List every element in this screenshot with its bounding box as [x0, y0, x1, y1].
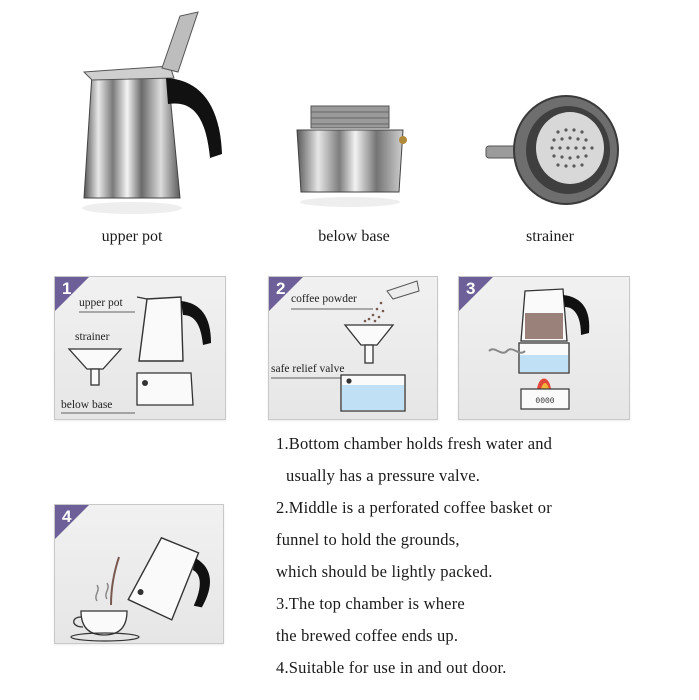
step-number: 4: [62, 507, 72, 526]
step-4-panel: [54, 504, 224, 644]
svg-text:0000: 0000: [535, 397, 555, 406]
label-below-base: below base: [61, 399, 113, 411]
instruction-line-2: usually has a pressure valve.: [286, 466, 481, 485]
label-safe-relief-valve: safe relief valve: [271, 363, 345, 375]
step-3-diagram: [459, 277, 629, 419]
step-number: 3: [466, 279, 476, 298]
step-1-diagram: [55, 277, 225, 419]
step-number: 1: [62, 279, 72, 298]
step-2-panel: [268, 276, 438, 420]
strainer-photo: [480, 88, 620, 218]
part-label-strainer: strainer: [526, 228, 574, 245]
instruction-line-1: 1.Bottom chamber holds fresh water and: [276, 434, 553, 453]
step-1-panel: [54, 276, 226, 420]
label-upper-pot: upper pot: [79, 297, 123, 309]
instruction-line-5: which should be lightly packed.: [276, 562, 493, 581]
step-3-panel: [458, 276, 630, 420]
part-label-upper-pot: upper pot: [101, 228, 163, 245]
instruction-line-3: 2.Middle is a perforated coffee basket or: [276, 498, 552, 517]
step-4-diagram: [55, 505, 223, 643]
step-number: 2: [276, 279, 286, 298]
instruction-line-8: 4.Suitable for use in and out door.: [276, 658, 507, 677]
instruction-line-7: the brewed coffee ends up.: [276, 626, 459, 645]
instruction-line-6: 3.The top chamber is where: [276, 594, 465, 613]
part-label-below-base: below base: [318, 228, 390, 245]
below-base-photo: [285, 100, 415, 220]
instruction-line-4: funnel to hold the grounds,: [276, 530, 460, 549]
label-strainer: strainer: [75, 331, 110, 343]
label-coffee-powder: coffee powder: [291, 293, 357, 305]
step-2-diagram: [269, 277, 437, 419]
upper-pot-photo: [70, 8, 240, 228]
